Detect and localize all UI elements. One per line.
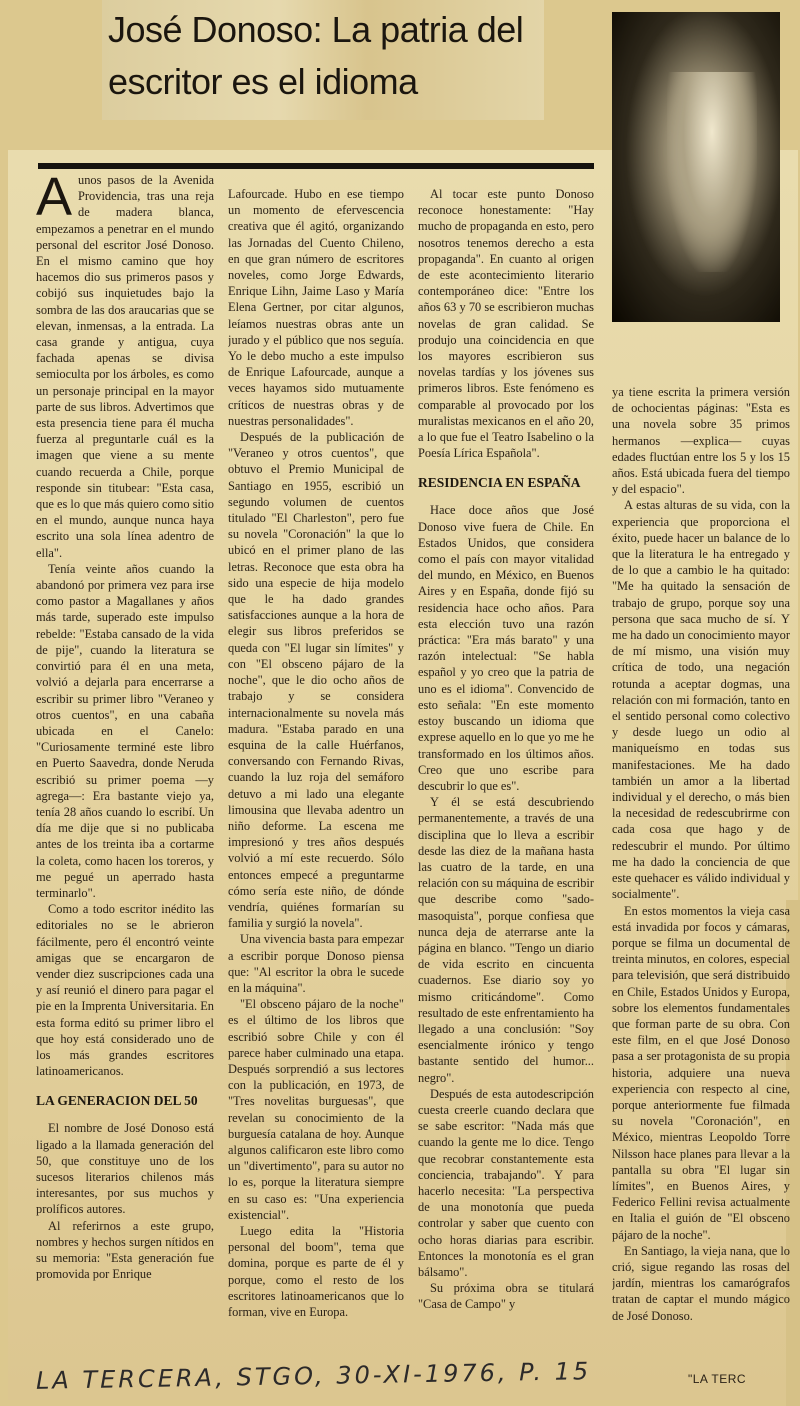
author-photo (612, 12, 780, 322)
column-3 (418, 186, 594, 1346)
paragraph: Como a todo escritor inédito las editoriales no se le abrieron fácilmente, pero él encontró veinte amigas que se encargaron de vender diez suscripciones cada una y así reunió el dinero para pagar el pie en la Imprenta Universitaria. En esta forma editó su primer libro el que hoy está considerado uno de los más grandes escritores latinoamericanos. (36, 902, 214, 1079)
paragraph: A estas alturas de su vida, con la experiencia que proporciona el éxito, puede hacer un balance de lo que la literatura le ha entregado y de lo que a cambio le ha quitado: "Me ha quitado la sensación de trabajo de grupo, porque soy una persona que saca mucho de sí. Y me ha dado un conocimiento mayor de mí mismo, una visión muy crítica de todo, una negación rotunda a aceptar dogmas, una relación con mi formación, tanto en el sentido personal como colectivo y desde luego un odio al maniqueísmo en todas sus manifestaciones. Me ha dado también un amor a la libertad individual y el derecho, o más bien la necesidad de redescubrirme con cada cosa que hago y de redescubrir el mundo. Por último me ha dado la conciencia de que este quehacer es válido individual y socialmente". (612, 498, 790, 902)
paragraph: En Santiago, la vieja nana, que lo crió, sigue regando las rosas del jardín, mientras los camarógrafos tratan de captar el mundo mágico de José Donoso. (612, 1243, 790, 1323)
paragraph: Una vivencia basta para empezar a escribir porque Donoso piensa que: "Al escritor la obra le sucede en la máquina". (228, 932, 404, 995)
paragraph: Al tocar este punto Donoso reconoce honestamente: "Hay mucho de propaganda en esto, pero nosotros tenemos derecho a esta propaganda". En cuanto al origen de este acontecimiento literario contemporáneo dice: "Entre los años 63 y 70 se escribieron muchas novelas de gran calidad. Se produjo una coincidencia en que los mayores escribieron sus novelas tardías y los jóvenes sus primeros libros. Este fenómeno es comparable al provocado por los muralistas mexicanos en el año 20, a lo que fue el Teatro Isabelino o la Poesía Lírica Española". (418, 187, 594, 461)
paragraph: Al referirnos a este grupo, nombres y hechos surgen nítidos en su memoria: "Esta generación fue promovida por Enrique (36, 1218, 214, 1282)
column-2 (228, 186, 404, 1346)
column-1 (36, 172, 214, 1342)
drop-cap: A (36, 172, 73, 227)
author-figure (667, 72, 757, 272)
handwritten-citation: LA TERCERA, STGO, 30-XI-1976, P. 15 (35, 1357, 592, 1395)
column-4 (612, 384, 790, 1344)
paragraph: Después de la publicación de "Veraneo y otros cuentos", que obtuvo el Premio Municipal de Santiago en 1955, escribió un segundo volumen de cuentos titulado "El Charleston", pero fue su novela "Coronación" la que lo ubicó en el primer plano de las letras. Reconoce que esta obra ha sido una especie de hija modelo que le ha dado grandes satisfacciones aunque a la hora de elegir sus libros preferidos se queda con "El lugar sin límites" y con "El obsceno pájaro de la noche", que le dio ocho años de trabajo y se considera internacionalmente su novela más madura. "Estaba parado en una esquina de la calle Huérfanos, conversando con Fernando Rivas, cuando la luz roja del semáforo detuvo a mi lado una elegante limousina que llevaba adentro un niño deforme. La escena me impresionó y tres años después volvió a mí este recuerdo. Sólo entonces empecé a preguntarme cómo sería este niño, de dónde vendría, quiénes formarían su familia y surgió la novela". (228, 430, 404, 931)
headline: José Donoso: La patria del escritor es el idioma (108, 9, 524, 102)
paragraph: ya tiene escrita la primera versión de ochocientas páginas: "Esta es una novela sobre 35 primos hermanos —explica— cuyas edades fluctúan entre los 5 y los 15 años. Está ubicada fuera del tiempo y del espacio". (612, 385, 790, 497)
paragraph (36, 172, 214, 561)
paragraph: Y él se está descubriendo permanentemente, a través de una disciplina que lo lleva a escribir desde las diez de la mañana hasta las cuatro de la tarde, en una relación con su máquina de escribir que describe como "sado-masoquista", porque confiesa que nunca deja de aterrarse ante la página en blanco. "Tengo un diario de vida escrito en cincuenta cuadernos. Ese diario soy yo mismo criticándome". Como resultado de este enfrentamiento ha llegado a una conclusión: "Soy esencialmente irónico y tengo bastante sentido del humor... negro". (418, 795, 594, 1085)
source-credit: "LA TERC (688, 1372, 747, 1386)
paragraph: Hace doce años que José Donoso vive fuera de Chile. En Estados Unidos, que considera como el país con mayor vitalidad del mundo, en México, en Buenos Aires y en España, donde fijó su residencia hace ocho años. Para esta elección tuvo una razón práctica: "Era más barato" y una razón intelectual: "Se habla español y yo creo que la patria de uno es el idioma". Convencido de esto señala: "En este momento estoy buscando un idioma que exprese aquello en lo que yo me he transformado en los últimos años. Creo que uno escribe para descubrir lo que es". (418, 503, 594, 793)
paragraph: El nombre de José Donoso está ligado a la llamada generación del 50, que constituye uno de los sucesos literarios chilenos más interesantes, por sus muchos y prolíficos autores. (36, 1121, 214, 1217)
paragraph: Después de esta autodescripción cuesta creerle cuando declara que se sabe escritor: "Nada más que cuando la gente me lo dice. Tengo que recobrar constantemente esta conciencia, trabajando". Y para hacerlo necesita: "La perspectiva de una monotonía que pueda controlar y saber que cuento con ocho horas diarias para escribir. Entonces la monotonía es el gran bálsamo". (418, 1086, 594, 1279)
section-heading: RESIDENCIA EN ESPAÑA (418, 475, 581, 491)
paragraph: Lafourcade. Hubo en ese tiempo un momento de efervescencia creativa que él agitó, organizando las Jornadas del Cuento Chileno, en que gran número de escritores noveles, como Jorge Edwards, Enrique Lihn, Jaime Laso y María Elena Gertner, por citar algunos, leíamos nuestras obras ante un jurado y el público que nos seguía. Yo le debo mucho a este impulso de Enrique Lafourcade, aunque a veces hayamos sido mutuamente críticos de nuestras obras y de nuestras personalidades". (228, 187, 404, 428)
paragraph: Su próxima obra se titulará "Casa de Campo" y (418, 1281, 594, 1312)
section-heading: LA GENERACION DEL 50 (36, 1093, 198, 1109)
paragraph: En estos momentos la vieja casa está invadida por focos y cámaras, porque se filma un documental de treinta minutos, en colores, especial para televisión, que será distribuido en Chile, Estados Unidos y Europa, sobre los elementos fundamentales que forman parte de su obra. Con este film, en el que José Donoso pasa a ser protagonista de su propia historia, adquiere una nueva experiencia con respecto al cine, porque anteriormente fue filmada su novela "Coronación", en México, mientras Leopoldo Torre Nilsson hace planes para llevar a la pantalla su obra "El lugar sin límites", en Buenos Aires, y Federico Fellini revisa actualmente en Italia el guión de "El obsceno pájaro de la noche". (612, 903, 790, 1242)
paragraph: Luego edita la "Historia personal del boom", tema que domina, porque es parte de él y porque, como el resto de los escritores latinoamericanos que lo forman, vive en Europa. (228, 1224, 404, 1320)
paragraph: "El obsceno pájaro de la noche" es el último de los libros que escribió sobre Chile y con él parece haber culminado una etapa. Después sorprendió a sus lectores con la publicación, en 1973, de "Tres novelitas burguesas", que revelan su conocimiento de la burguesía catalana de hoy. Aunque algunos calificaron este libro como un "divertimento", para su autor no lo es, porque la literatura siempre en su caso es: "Una experiencia existencial". (228, 997, 404, 1222)
paragraph: Tenía veinte años cuando la abandonó por primera vez para irse como pastor a Magallanes y años más tarde, superado este impulso rebelde: "Estaba cansado de la vida de pije", cuando la literatura se convirtió para él en una meta, volvió a dejarla para encerrarse a escribir su primer libro "Veraneo y otros cuentos", en una cabaña ubicada en el Canelo: "Curiosamente terminé este libro en Puerto Saavedra, donde Neruda escribió su primer poema —y agrega—: Era bastante viejo ya, tenía 28 años cuando lo escribí. Un día me dije que si no publicaba antes de los treinta iba a cortarme la coleta, como hacen los toreros, y me pegué un aperrado hasta terminarlo". (36, 561, 214, 900)
header-rule (38, 163, 594, 169)
paragraph-text: unos pasos de la Avenida Providencia, tras una reja de madera blanca, empezamos a penetrar en el mundo personal del escritor José Donoso. En el mismo camino que hoy hacemos dio sus primeros pasos y cobijó sus inquietudes bajo la sombra de las dos araucarias que se elevan, inmensas, a la entrada. La casa grande y antigua, cuya fachada apenas se divisa semioculta por los árboles, es como un personaje principal en la mayor parte de sus libros. Advertimos que esta presencia tiene para él mucha fuerza al preguntarle cuál es la imagen que viene a su mente cuando recuerda a Chile, porque responde sin titubear: "Esta casa, que es lo que más quiero como sitio en el mundo, aunque nunca haya escrito una sola línea adentro de ella". (36, 173, 214, 560)
